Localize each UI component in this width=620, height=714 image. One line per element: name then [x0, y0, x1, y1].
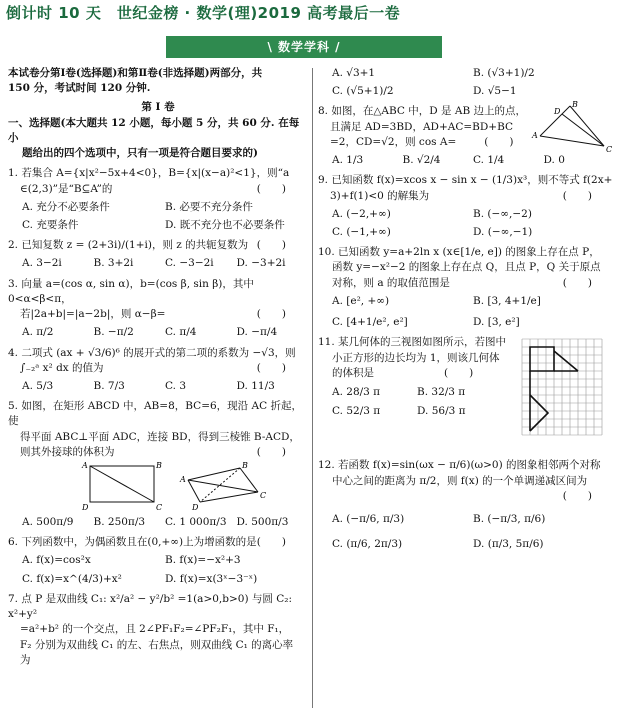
intro-line-1: 本试卷分第Ⅰ卷(选择题)和第Ⅱ卷(非选择题)两部分，共 — [8, 67, 263, 79]
page-title: 倒计时 10 天 世纪金榜 · 数学(理)2019 高考最后一卷 — [6, 4, 401, 22]
q5-line-1: 5. 如图，在矩形 ABCD 中，AB=8，BC=6，现沿 AC 折起，使 — [8, 400, 302, 428]
q11-option-b[interactable]: B. 32/3 π — [417, 385, 466, 398]
question-11 — [318, 335, 614, 453]
column-divider — [312, 68, 313, 708]
diagonal-ac — [90, 466, 154, 502]
q2-option-a[interactable]: A. 3−2i — [22, 257, 62, 270]
edge-dc — [200, 492, 258, 502]
instruction-line-2: 题给出的四个选项中，只有一项是符合题目要求的) — [22, 147, 258, 160]
label-a: A — [532, 131, 538, 141]
q8-paren: ( ) — [484, 135, 514, 148]
q3-option-d[interactable]: D. −π/4 — [236, 326, 278, 339]
q10-option-a[interactable]: A. [e², +∞) — [332, 294, 390, 307]
q4-option-c[interactable]: C. 3 — [165, 379, 187, 392]
q6-option-a[interactable]: A. f(x)=cos²x — [22, 554, 91, 567]
q5-option-c[interactable]: C. 1 000π/3 — [165, 516, 227, 529]
q9-option-c[interactable]: C. (−1,+∞) — [332, 225, 391, 238]
q1-line-1: 1. 若集合 A={x|x²−5x+4<0}，B={x|(x−a)²<1}，则“a — [8, 167, 290, 180]
q4-line-1: 4. 二项式 (ax + √3/6)⁶ 的展开式的第二项的系数为 −√3，则 — [8, 346, 296, 359]
label-b: B — [572, 100, 578, 110]
q8-triangle-figure — [530, 100, 614, 156]
q11-three-view-grid — [518, 337, 614, 449]
q7-options — [332, 66, 614, 99]
label-a: A — [82, 461, 88, 471]
q5-options — [22, 515, 308, 530]
q9-options — [332, 207, 614, 240]
q5-option-d[interactable]: D. 500π/3 — [236, 516, 289, 529]
q1-option-d[interactable]: D. 既不充分也不必要条件 — [165, 218, 285, 231]
q4-option-b[interactable]: B. 7/3 — [93, 379, 125, 392]
q1-option-b[interactable]: B. 必要不充分条件 — [165, 200, 253, 213]
q3-paren: ( ) — [256, 308, 286, 321]
question-5 — [8, 399, 308, 530]
q5-line-3: 则其外接球的体积为 — [20, 445, 115, 458]
q8-line-2: 且满足 AD=3BD，AD+AC=BD+BC — [330, 120, 514, 133]
q1-line-2: ∈(2,3)”是“B⊆A”的 — [20, 182, 113, 195]
q5-paren: ( ) — [256, 445, 286, 458]
front-view-square — [530, 347, 554, 371]
q7-option-b[interactable]: B. (√3+1)/2 — [473, 67, 535, 79]
q2-option-c[interactable]: C. −3−2i — [165, 257, 214, 270]
q11-line-2: 小正方形的边长均为 1，则该几何体 — [332, 351, 500, 364]
q4-options — [22, 379, 308, 394]
q6-option-c[interactable]: C. f(x)=x^(4/3)+x² — [22, 572, 122, 585]
label-c: C — [260, 491, 267, 501]
segment-cd — [562, 114, 604, 146]
label-c: C — [156, 503, 163, 513]
q1-options — [22, 200, 308, 233]
q3-options — [22, 325, 308, 340]
question-8 — [318, 100, 614, 168]
question-12 — [318, 458, 614, 552]
q2-line-1: 2. 已知复数 z = (2+3i)/(1+i)，则 z 的共轭复数为 — [8, 239, 249, 252]
q1-option-a[interactable]: A. 充分不必要条件 — [22, 200, 110, 213]
q11-option-a[interactable]: A. 28/3 π — [332, 385, 381, 398]
q11-line-1: 11. 某几何体的三视图如图所示，若图中 — [318, 336, 507, 349]
q7-option-c[interactable]: C. (√5+1)/2 — [332, 85, 394, 98]
q6-options — [22, 553, 308, 586]
q7-line-2: =a²+b² 的一个交点，且 2∠PF₁F₂=∠PF₂F₁，其中 F₁， — [20, 623, 290, 636]
label-b: B — [242, 461, 248, 471]
question-4 — [8, 346, 308, 395]
q6-option-d[interactable]: D. f(x)=x(3ˣ−3⁻ˣ) — [165, 572, 258, 585]
q12-option-b[interactable]: B. (−π/3, π/6) — [473, 512, 546, 525]
question-10 — [318, 245, 614, 330]
label-d: D — [82, 503, 89, 513]
q11-option-d[interactable]: D. 56/3 π — [417, 405, 466, 418]
q3-line-2: 若|2a+b|=|a−2b|，则 α−β= — [20, 308, 166, 321]
q9-line-1: 9. 已知函数 f(x)=xcos x − sin x − (1/3)x³，则不等式 f(2x+ — [318, 174, 613, 187]
q3-option-b[interactable]: B. −π/2 — [93, 326, 134, 339]
q5-rectangle-figure — [81, 461, 162, 512]
question-6 — [8, 535, 308, 587]
q2-options — [22, 256, 308, 271]
q12-line-1: 12. 若函数 f(x)=sin(ωx − π/6)(ω>0) 的图象相邻两个对称 — [318, 459, 601, 472]
side-view-shape — [554, 351, 578, 371]
q7-line-1: 7. 点 P 是双曲线 C₁: x²/a² − y²/b² =1(a>0,b>0) 与圆 C₂: x²+y² — [8, 592, 293, 621]
intro-line-2: 150 分，考试时间 120 分钟. — [8, 82, 151, 95]
q7-option-a[interactable]: A. √3+1 — [332, 67, 376, 79]
q4-option-d[interactable]: D. 11/3 — [236, 379, 275, 392]
q7-option-d[interactable]: D. √5−1 — [473, 85, 517, 98]
q2-option-b[interactable]: B. 3+2i — [93, 257, 134, 270]
q12-option-a[interactable]: A. (−π/6, π/3) — [332, 512, 405, 525]
q12-options — [332, 512, 614, 552]
q4-line-2: ∫₋₂ᵃ x² dx 的值为 — [20, 361, 104, 374]
q6-option-b[interactable]: B. f(x)=−x²+3 — [165, 554, 241, 567]
q2-paren: ( ) — [256, 239, 286, 252]
q5-option-b[interactable]: B. 250π/3 — [93, 516, 146, 529]
q10-line-3: 对称，则 a 的取值范围是 — [332, 276, 450, 289]
q12-option-d[interactable]: D. (π/3, 5π/6) — [473, 538, 544, 551]
q7-line-4: 为 — [20, 653, 31, 666]
label-a: A — [180, 475, 186, 485]
instruction-line-1: 一、选择题(本大题共 12 小题，每小题 5 分，共 60 分. 在每小 — [8, 116, 300, 144]
q3-line-1: 3. 向量 a=(cos α, sin α)，b=(cos β, sin β)，其中 0<α<β<π， — [8, 277, 254, 305]
q10-option-b[interactable]: B. [3, 4+1/e] — [473, 294, 541, 307]
part1-title: 第 Ⅰ 卷 — [141, 101, 175, 114]
label-c: C — [606, 145, 613, 155]
grid-lines — [522, 339, 602, 435]
label-d: D — [192, 503, 199, 513]
top-view-arc — [530, 395, 548, 431]
q5-figures — [8, 460, 308, 512]
q11-paren: ( ) — [444, 366, 474, 379]
q4-option-a[interactable]: A. 5/3 — [22, 379, 54, 392]
side-ac — [540, 136, 604, 146]
question-1 — [8, 166, 308, 233]
q2-option-d[interactable]: D. −3+2i — [236, 257, 286, 270]
q12-paren: ( ) — [562, 489, 592, 502]
q10-line-2: 函数 y=−x²−2 的图象上存在点 Q，且点 P，Q 关于原点 — [332, 261, 601, 274]
q10-line-1: 10. 已知函数 y=a+2ln x (x∈[1/e, e]) 的图象上存在点 P， — [318, 246, 600, 259]
q1-paren: ( ) — [256, 182, 286, 195]
q9-option-d[interactable]: D. (−∞,−1) — [473, 225, 533, 238]
q5-tetrahedron-figure — [179, 461, 266, 512]
subject-banner: \ 数学学科 / — [166, 36, 442, 58]
q6-line-1: 6. 下列函数中，为偶函数且在(0,+∞)上为增函数的是 — [8, 536, 257, 549]
q3-option-c[interactable]: C. π/4 — [165, 326, 197, 339]
question-2 — [8, 238, 308, 271]
q11-line-3: 的体积是 — [332, 366, 374, 379]
q8-option-a[interactable]: A. 1/3 — [332, 154, 364, 167]
q1-option-c[interactable]: C. 充要条件 — [22, 218, 79, 231]
q12-line-2: 中心之间的距离为 π/2，则 f(x) 的一个单调递减区间为 — [332, 474, 588, 487]
q8-option-d[interactable]: D. 0 — [543, 154, 565, 167]
q10-option-c[interactable]: C. [4+1/e², e²] — [332, 316, 408, 329]
q9-option-a[interactable]: A. (−2,+∞) — [332, 207, 391, 220]
q12-option-c[interactable]: C. (π/6, 2π/3) — [332, 538, 403, 551]
label-b: B — [156, 461, 162, 471]
q8-option-b[interactable]: B. √2/4 — [402, 154, 441, 167]
q8-line-1: 8. 如图，在△ABC 中，D 是 AB 边上的点， — [318, 105, 527, 118]
question-7 — [8, 592, 308, 668]
q5-option-a[interactable]: A. 500π/9 — [22, 516, 74, 529]
q10-paren: ( ) — [562, 276, 592, 289]
q3-option-a[interactable]: A. π/2 — [22, 326, 54, 339]
question-9 — [318, 173, 614, 240]
q9-option-b[interactable]: B. (−∞,−2) — [473, 207, 532, 220]
q4-paren: ( ) — [256, 361, 286, 374]
right-column — [318, 66, 614, 552]
q9-line-2: 3)+f(1)<0 的解集为 — [330, 189, 430, 202]
question-3 — [8, 277, 308, 341]
left-column — [8, 66, 308, 668]
q6-paren: ( ) — [256, 536, 286, 549]
q5-line-2: 得平面 ABC⊥平面 ADC，连接 BD，得到三棱锥 B-ACD， — [20, 430, 300, 443]
q8-option-c[interactable]: C. 1/4 — [473, 154, 505, 167]
q10-option-d[interactable]: D. [3, e²] — [473, 316, 520, 329]
q11-options — [332, 385, 502, 419]
q10-options — [332, 294, 614, 330]
label-d: D — [554, 107, 561, 117]
q11-option-c[interactable]: C. 52/3 π — [332, 405, 381, 418]
edge-ad — [188, 480, 200, 502]
q7-line-3: F₂ 分别为双曲线 C₁ 的左、右焦点，则双曲线 C₁ 的离心率 — [20, 638, 294, 651]
edge-bc — [240, 468, 258, 492]
side-bc — [570, 106, 604, 146]
q8-line-3: =2，CD=√2，则 cos A= — [330, 135, 457, 148]
q9-paren: ( ) — [562, 189, 592, 202]
